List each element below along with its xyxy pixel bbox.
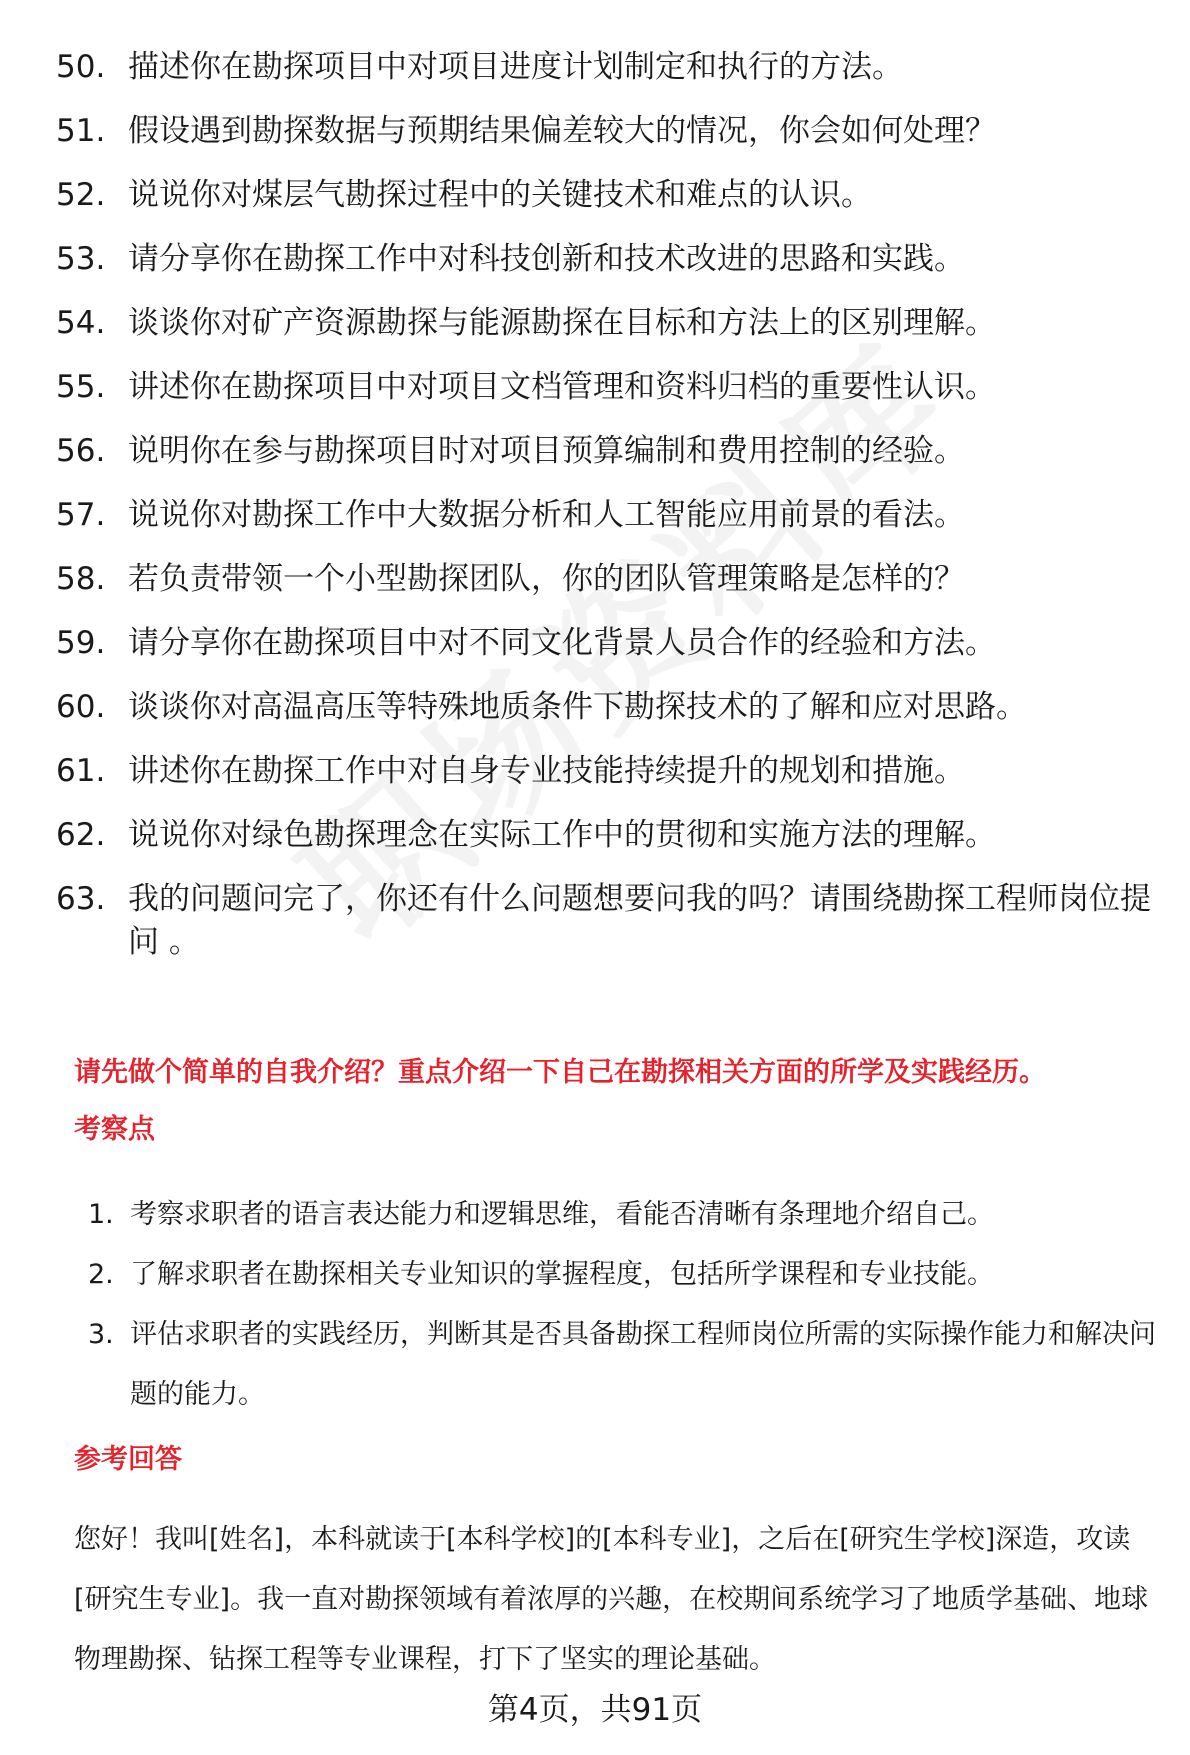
examine-point bbox=[88, 1245, 1168, 1305]
question-text: 说说你对煤层气勘探过程中的关键技术和难点的认识。 bbox=[128, 177, 872, 213]
page-number: 第4页，共91页 bbox=[487, 1692, 703, 1728]
question-text: 讲述你在勘探工作中对自身专业技能持续提升的规划和措施。 bbox=[128, 753, 965, 789]
question-item bbox=[56, 110, 1166, 153]
question-number: 59. bbox=[56, 625, 106, 661]
question-list bbox=[56, 46, 1166, 985]
examine-points-list bbox=[88, 1185, 1168, 1425]
question-item bbox=[56, 878, 1166, 964]
question-text: 请分享你在勘探工作中对科技创新和技术改进的思路和实践。 bbox=[128, 241, 965, 277]
question-text: 假设遇到勘探数据与预期结果偏差较大的情况，你会如何处理？ bbox=[128, 113, 996, 149]
point-number: 2. bbox=[88, 1259, 114, 1290]
question-item bbox=[56, 814, 1166, 857]
question-number: 55. bbox=[56, 369, 106, 405]
question-item bbox=[56, 238, 1166, 281]
question-item bbox=[56, 302, 1166, 345]
question-text: 说说你对勘探工作中大数据分析和人工智能应用前景的看法。 bbox=[128, 497, 965, 533]
question-number: 58. bbox=[56, 561, 106, 597]
question-text: 谈谈你对高温高压等特殊地质条件下勘探技术的了解和应对思路。 bbox=[128, 689, 1027, 725]
question-number: 54. bbox=[56, 305, 106, 341]
question-item bbox=[56, 366, 1166, 409]
question-item bbox=[56, 174, 1166, 217]
question-number: 61. bbox=[56, 753, 106, 789]
question-number: 56. bbox=[56, 433, 106, 469]
question-item bbox=[56, 686, 1166, 729]
question-number: 50. bbox=[56, 49, 106, 85]
point-number: 3. bbox=[88, 1319, 114, 1350]
examine-points-heading: 考察点 bbox=[74, 1114, 155, 1145]
question-number: 51. bbox=[56, 113, 106, 149]
question-item bbox=[56, 622, 1166, 665]
question-item bbox=[56, 558, 1166, 601]
point-text: 考察求职者的语言表达能力和逻辑思维，看能否清晰有条理地介绍自己。 bbox=[130, 1199, 994, 1230]
question-text: 描述你在勘探项目中对项目进度计划制定和执行的方法。 bbox=[128, 49, 903, 85]
reference-answer-heading: 参考回答 bbox=[74, 1444, 182, 1475]
question-number: 60. bbox=[56, 689, 106, 725]
question-text: 我的问题问完了，你还有什么问题想要问我的吗？请围绕勘探工程师岗位提问 。 bbox=[128, 881, 1151, 960]
point-text: 了解求职者在勘探相关专业知识的掌握程度，包括所学课程和专业技能。 bbox=[130, 1259, 994, 1290]
question-text: 说说你对绿色勘探理念在实际工作中的贯彻和实施方法的理解。 bbox=[128, 817, 996, 853]
examine-point bbox=[88, 1185, 1168, 1245]
examine-point bbox=[88, 1305, 1168, 1425]
question-number: 57. bbox=[56, 497, 106, 533]
reference-answer-text: 您好！我叫[姓名]，本科就读于[本科学校]的[本科专业]，之后在[研究生学校]深造，攻读[研究生专业]。我一直对勘探领域有着浓厚的兴趣，在校期间系统学习了地质学基础、地球物理勘探、钻探工程等专业课程，打下了坚实的理论基础。 bbox=[74, 1524, 1149, 1675]
question-text: 谈谈你对矿产资源勘探与能源勘探在目标和方法上的区别理解。 bbox=[128, 305, 996, 341]
question-number: 52. bbox=[56, 177, 106, 213]
point-number: 1. bbox=[88, 1199, 114, 1230]
question-item bbox=[56, 46, 1166, 89]
question-number: 53. bbox=[56, 241, 106, 277]
question-text: 若负责带领一个小型勘探团队，你的团队管理策略是怎样的？ bbox=[128, 561, 965, 597]
highlighted-question: 请先做个简单的自我介绍？重点介绍一下自己在勘探相关方面的所学及实践经历。 bbox=[74, 1057, 1046, 1088]
question-item bbox=[56, 430, 1166, 473]
question-number: 63. bbox=[56, 881, 106, 917]
question-text: 请分享你在勘探项目中对不同文化背景人员合作的经验和方法。 bbox=[128, 625, 996, 661]
question-item bbox=[56, 494, 1166, 537]
question-text: 讲述你在勘探项目中对项目文档管理和资料归档的重要性认识。 bbox=[128, 369, 996, 405]
question-number: 62. bbox=[56, 817, 106, 853]
point-text: 评估求职者的实践经历，判断其是否具备勘探工程师岗位所需的实际操作能力和解决问题的能力。 bbox=[130, 1319, 1156, 1410]
question-item bbox=[56, 750, 1166, 793]
question-text: 说明你在参与勘探项目时对项目预算编制和费用控制的经验。 bbox=[128, 433, 965, 469]
